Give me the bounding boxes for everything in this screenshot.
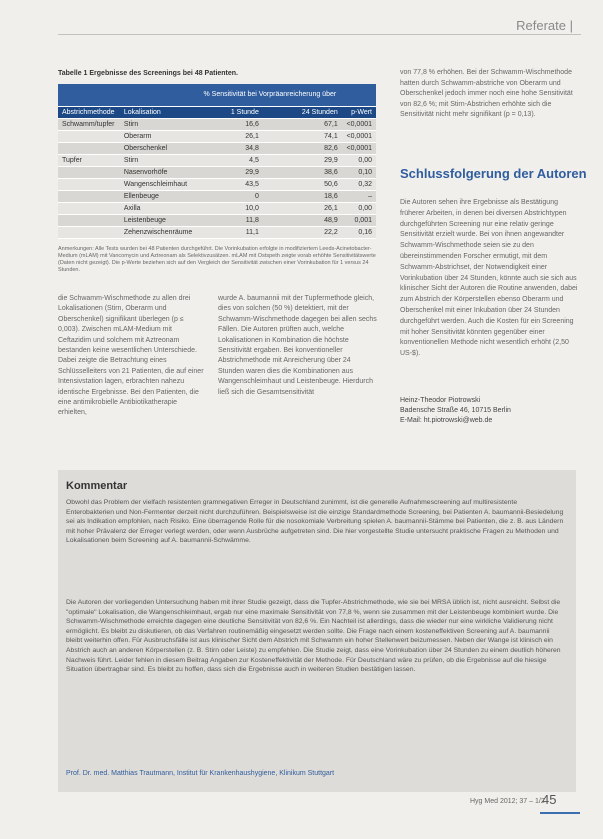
table-cell	[58, 214, 120, 226]
table-row	[58, 202, 376, 214]
table-cell: 74,1	[263, 130, 342, 142]
sensitivity-header: % Sensitivität bei Vorpräanreicherung über	[198, 84, 342, 106]
table-cell: Oberarm	[120, 130, 198, 142]
table-cell: 34,8	[198, 142, 263, 154]
address-name: Heinz-Theodor Piotrowski	[400, 397, 481, 404]
table-header-row	[58, 106, 376, 118]
table-cell: Zehenzwischenräume	[120, 226, 198, 238]
table-cell: <0,0001	[342, 118, 376, 130]
table-row	[58, 166, 376, 178]
table-cell: 0,00	[342, 202, 376, 214]
table-cell: 67,1	[263, 118, 342, 130]
page-number: 45	[542, 792, 557, 807]
conclusion-text: Die Autoren sehen ihre Ergebnisse als Bestätigung früherer Arbeiten, in denen bei diversen Abstrichtypen durchgeführten Screening nur eine relativ geringe Sensitivität erzielt wurde. Bei von ihnen angewandter Schwamm-Wischmethode seien sie zu den übereinstimmenden Forscher ermutigt, mit dem Schwamm-Abstrichset, der Notwendigkeit einer Vorinkubation über 24 Stunden, könnte auch sie sich aus klinischer Sicht der Autoren die Routine anwenden, dabei zum Abstrich der Körperstellen ebenso Oberarm und Oberschenkel mit einer Inkubation über 24 Stunden durchgeführt werden. Auch die Kosten für ein Screening mit hoher Sensitivität könnten gegenüber einer konventionellen Methode nicht wesentlich erhöht (2,50 US-$).	[400, 199, 578, 358]
table-cell: Schwamm/tupfer	[58, 118, 120, 130]
table-cell: 26,1	[263, 202, 342, 214]
body-text-left: die Schwamm-Wischmethode zu allen drei Lokalisationen (Stirn, Oberarm und Oberschenkel) signifikant überlegen (p ≤ 0,003). Zwischen mLAM-Medium mit Ceftazidim und solchem mit Aztreonam bestanden keine wesentlichen Unterschiede. Dabei zeigte die Betrachtung eines Schlüsselleiters von 21 Patienten, die auf einer Intensivstation lagen, erbrachten nahezu identische Ergebnisse. Bei den Patienten, die eine antimikrobielle Antibiotikatherapie erhielten,	[58, 295, 204, 417]
table-cell	[58, 130, 120, 142]
section-heading: Schlussfolgerung der Autoren	[400, 166, 587, 181]
table-row	[58, 130, 376, 142]
table-cell	[58, 226, 120, 238]
table-footnote: Anmerkungen: Alle Tests wurden bei 48 Patienten durchgeführt. Die Vorinkubation erfolgte in modifiziertem Leeds-Acinetobacter-Medium (mLAM) mit Vancomycin und Aztreonam als Selektivzusätzen. mLAM mit Ostspeth zeigte vorab erhöhte Sensitivitätswerte (Daten nicht gezeigt). Die p-Werte beziehen sich auf den Vergleich der Sensitivität zwischen einer Vorinkubation für 1 versus 24 Stunden.	[58, 246, 376, 273]
table-row	[58, 118, 376, 130]
column-header: Abstrichmethode	[58, 106, 120, 118]
table-cell: Nasenvorhöfe	[120, 166, 198, 178]
table-row	[58, 154, 376, 166]
table-cell: 29,9	[263, 154, 342, 166]
footer-accent-rule	[540, 812, 580, 814]
column-header: Lokalisation	[120, 106, 198, 118]
table-cell: 50,6	[263, 178, 342, 190]
table-cell	[58, 190, 120, 202]
table-row	[58, 214, 376, 226]
table-cell: <0,0001	[342, 130, 376, 142]
table-cell: 0,10	[342, 166, 376, 178]
table-cell: <0,0001	[342, 142, 376, 154]
table-cell	[58, 202, 120, 214]
table-cell: 11,1	[198, 226, 263, 238]
results-table	[58, 84, 376, 239]
table-cell: 29,9	[198, 166, 263, 178]
table-cell: 0	[198, 190, 263, 202]
table-cell: 43,5	[198, 178, 263, 190]
table-cell: 38,6	[263, 166, 342, 178]
table-cell	[58, 178, 120, 190]
column-header: 1 Stunde	[198, 106, 263, 118]
table-cell: Stirn	[120, 154, 198, 166]
column-header: 24 Stunden	[263, 106, 342, 118]
comment-paragraph: Die Autoren der vorliegenden Untersuchung haben mit ihrer Studie gezeigt, dass die Tupfer-Abstrichmethode, wie sie bei MRSA üblich ist, nicht ausreicht. Selbst die "optimale" Lokalisation, die Wangenschleimhaut, ergab nur eine maximale Sensitivität von 77,8 %, wenn sie zusammen mit der Leistenbeuge kombiniert wurde. Die Schwamm-Wischmethode erreichte dagegen eine deutliche Sensitivität von 82,6 %. Ein Nachteil ist allerdings, dass die wieder nur eine wirkliche Validierung nicht ermöglicht. Es bleibt zu diskutieren, ob das Verfahren routinemäßig eingesetzt werden sollte. Die Frage nach einem kosteneffektiven Screening auf A. baumannii bleibt weiterhin offen. Für Ausbruchsfälle ist aus klinischer Sicht dem Abstrich mit Schwamm ein hoher Stellenwert beizumessen. Neben der Wange ist klinisch ein Abstrich auch an anderen Körperstellen (z. B. Stirn oder Leiste) zu empfehlen. Die Studie zeigt, dass eine Vorinkubation über 24 Stunden zu einem deutlich höheren Nachweis führt. Leider fehlen in diesem Beitrag Angaben zur Kosteneffektivität der Methode. Für Deutschland wäre zu prüfen, ob die Ergebnisse auf die hiesige Situation übertragbar sind. Es bleibt zu hoffen, dass sich die Ergebnisse auch in weiteren Studien bestätigen lassen.	[66, 599, 561, 674]
author-address	[400, 396, 511, 426]
table-cell: Oberschenkel	[120, 142, 198, 154]
table-row	[58, 226, 376, 238]
column-header: p-Wert	[342, 106, 376, 118]
comment-author: Prof. Dr. med. Matthias Trautmann, Institut für Krankenhaushygiene, Klinikum Stuttgart	[66, 770, 335, 777]
table-cell: Tupfer	[58, 154, 120, 166]
table-body	[58, 118, 376, 238]
body-text-middle: wurde A. baumannii mit der Tupfermethode gleich, dies von solchen (50 %) detektiert, mit der Schwamm-Wischmethode dagegen bei allen sechs Fällen. Die Autoren prüften auch, welche Lokalisationen in Kombination die höchste Sensitivität ergaben. Bei konventioneller Abstrichmethode mit Anreicherung über 24 Stunden waren dies die Kombinationen aus Wangenschleimhaut und Leistenbeuge. Hierdurch ließ sich die Gesamtsensitivität	[218, 295, 377, 396]
right-column-continuation: von 77,8 % erhöhen. Bei der Schwamm-Wischmethode hatten durch Schwamm-abstriche von Oberarm und Oberschenkel jedoch immer noch eine hohe Sensitivität von 82,6 %; mit Stirn-Abstrichen erhöhte sich die Sensitivität nicht mehr signifikant (p = 0,13).	[400, 69, 573, 118]
table-header-top	[58, 84, 376, 106]
table-cell: 0,16	[342, 226, 376, 238]
table-cell: 11,8	[198, 214, 263, 226]
table-row	[58, 190, 376, 202]
table-cell	[58, 142, 120, 154]
comment-title: Kommentar	[66, 480, 128, 492]
table-cell: 22,2	[263, 226, 342, 238]
table-row	[58, 142, 376, 154]
table-cell: –	[342, 190, 376, 202]
comment-box	[58, 470, 576, 792]
table-cell: 26,1	[198, 130, 263, 142]
table-cell: 18,6	[263, 190, 342, 202]
table-cell: 16,6	[198, 118, 263, 130]
address-email: E-Mail: ht.piotrowski@web.de	[400, 417, 493, 424]
table-caption: Tabelle 1 Ergebnisse des Screenings bei 48 Patienten.	[58, 70, 238, 77]
table-cell: Wangenschleimhaut	[120, 178, 198, 190]
table-cell: 10,0	[198, 202, 263, 214]
table-cell: 0,00	[342, 154, 376, 166]
address-street: Badensche Straße 46, 10715 Berlin	[400, 407, 511, 414]
journal-citation: Hyg Med 2012; 37 – 1/2	[470, 798, 545, 805]
table-cell	[58, 166, 120, 178]
table-cell: 82,6	[263, 142, 342, 154]
table-cell: 4,5	[198, 154, 263, 166]
table-cell: 48,9	[263, 214, 342, 226]
table-cell: Ellenbeuge	[120, 190, 198, 202]
table-cell: Axilla	[120, 202, 198, 214]
table-cell: 0,001	[342, 214, 376, 226]
table-cell: Leistenbeuge	[120, 214, 198, 226]
table-cell: Stirn	[120, 118, 198, 130]
header-divider	[58, 34, 581, 35]
table-row	[58, 178, 376, 190]
table-cell: 0,32	[342, 178, 376, 190]
comment-paragraph: Obwohl das Problem der vielfach resistenten gramnegativen Erreger in Deutschland zunimmt, ist die generelle Aufnahmescreening auf multiresistente Enterobakterien und Non-Fermenter derzeit nicht durchzuführen. Beispielsweise ist die einzige Standardmethode Screening, bei Patienten A. baumannii-Besiedelung sei als Indikation empfohlen, nach Risiko. Eine überragende Rolle für die nosokomiale Verbreitung spielen A. baumannii-Stämme bei Patienten, die z. B. aus Ländern mit hoher Prävalenz der Erreger verlegt werden, oder wenn Ausbrüche aufgetreten sind. Die hier vorgestellte Studie untersucht praktische Fragen zu Methoden und Lokalisationen beim Screening auf A. baumannii-Schwämme.	[66, 499, 564, 545]
section-title: Referate |	[516, 18, 573, 33]
